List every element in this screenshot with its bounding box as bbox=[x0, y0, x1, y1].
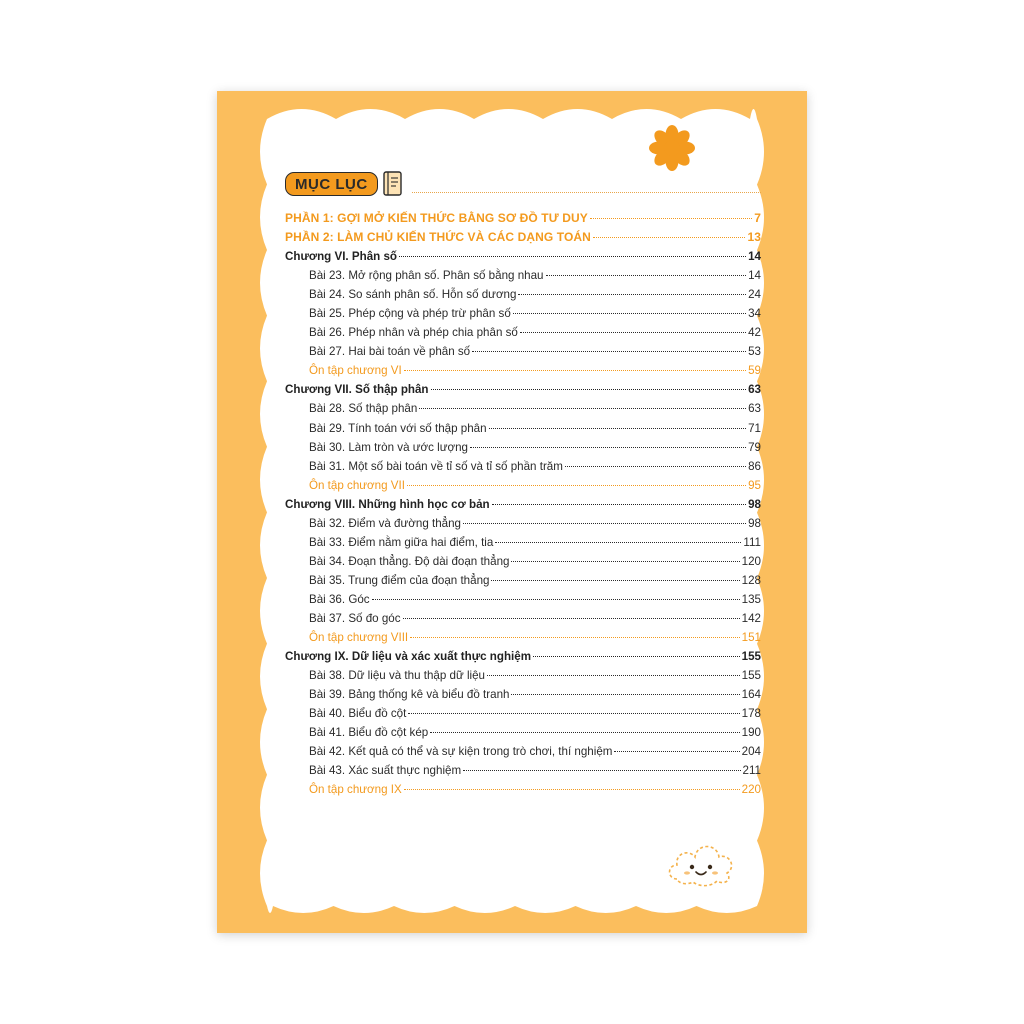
entry-title: Bài 28. Số thập phân bbox=[309, 402, 418, 416]
entry-title: Chương VII. Số thập phân bbox=[285, 383, 429, 397]
dot-leader bbox=[518, 294, 746, 295]
entry-page: 59 bbox=[748, 364, 761, 378]
entry-title: Bài 38. Dữ liệu và thu thập dữ liệu bbox=[309, 669, 486, 683]
lesson-entry[interactable] bbox=[285, 533, 761, 552]
dot-leader bbox=[546, 275, 747, 276]
dot-leader bbox=[404, 370, 746, 371]
entry-title: PHẦN 1: GỢI MỞ KIẾN THỨC BẰNG SƠ ĐỒ TƯ DUY bbox=[285, 211, 588, 225]
entry-title: Bài 32. Điểm và đường thẳng bbox=[309, 516, 461, 530]
entry-title: Bài 35. Trung điểm của đoạn thẳng bbox=[309, 573, 490, 587]
book-icon bbox=[380, 169, 406, 199]
entry-title: Bài 27. Hai bài toán về phân số bbox=[309, 345, 471, 359]
toc-title: MỤC LỤC bbox=[285, 172, 378, 196]
review-entry[interactable] bbox=[285, 780, 761, 799]
entry-page: 53 bbox=[748, 345, 761, 359]
dot-leader bbox=[431, 389, 747, 390]
entry-page: 34 bbox=[748, 307, 761, 321]
entry-title: Ôn tập chương VI bbox=[309, 364, 402, 378]
toc-list bbox=[285, 209, 761, 799]
entry-page: 86 bbox=[748, 459, 761, 473]
entry-page: 7 bbox=[754, 211, 761, 225]
toc-header bbox=[285, 167, 761, 201]
lesson-entry[interactable] bbox=[285, 438, 761, 457]
entry-page: 79 bbox=[748, 440, 761, 454]
dot-leader bbox=[419, 408, 746, 409]
lesson-entry[interactable] bbox=[285, 666, 761, 685]
entry-title: Ôn tập chương VIII bbox=[309, 631, 409, 645]
review-entry[interactable] bbox=[285, 628, 761, 647]
lesson-entry[interactable] bbox=[285, 514, 761, 533]
entry-page: 42 bbox=[748, 326, 761, 340]
dot-leader bbox=[463, 523, 746, 524]
entry-title: Bài 36. Góc bbox=[309, 592, 370, 606]
entry-page: 98 bbox=[748, 516, 761, 530]
dot-leader bbox=[565, 466, 746, 467]
flower-icon bbox=[647, 123, 697, 173]
entry-title: Chương VI. Phân số bbox=[285, 250, 397, 264]
book-page bbox=[217, 91, 807, 933]
entry-page: 63 bbox=[748, 402, 761, 416]
lesson-entry[interactable] bbox=[285, 761, 761, 780]
lesson-entry[interactable] bbox=[285, 266, 761, 285]
dot-leader bbox=[492, 504, 746, 505]
entry-title: PHẦN 2: LÀM CHỦ KIẾN THỨC VÀ CÁC DẠNG TOÁN bbox=[285, 230, 591, 245]
entry-page: 71 bbox=[748, 421, 761, 435]
dot-leader bbox=[513, 313, 746, 314]
entry-page: 151 bbox=[741, 631, 761, 645]
entry-title: Bài 23. Mở rộng phân số. Phân số bằng nhau bbox=[309, 269, 544, 283]
dot-leader bbox=[489, 428, 747, 429]
entry-title: Bài 42. Kết quả có thể và sự kiện trong trò chơi, thí nghiệm bbox=[309, 745, 613, 759]
dot-leader bbox=[407, 485, 746, 486]
review-entry[interactable] bbox=[285, 476, 761, 495]
entry-page: 178 bbox=[741, 707, 761, 721]
entry-page: 142 bbox=[741, 611, 761, 625]
entry-title: Bài 41. Biểu đồ cột kép bbox=[309, 726, 429, 740]
dot-leader bbox=[372, 599, 740, 600]
entry-page: 14 bbox=[748, 269, 761, 283]
entry-title: Ôn tập chương VII bbox=[309, 478, 405, 492]
dot-leader bbox=[470, 447, 746, 448]
chapter-entry[interactable] bbox=[285, 380, 761, 399]
dot-leader bbox=[590, 218, 752, 219]
entry-title: Bài 26. Phép nhân và phép chia phân số bbox=[309, 326, 518, 340]
chapter-entry[interactable] bbox=[285, 647, 761, 666]
lesson-entry[interactable] bbox=[285, 285, 761, 304]
lesson-entry[interactable] bbox=[285, 704, 761, 723]
entry-page: 120 bbox=[741, 554, 761, 568]
entry-page: 14 bbox=[748, 250, 761, 264]
entry-page: 95 bbox=[748, 478, 761, 492]
lesson-entry[interactable] bbox=[285, 609, 761, 628]
entry-page: 24 bbox=[748, 288, 761, 302]
lesson-entry[interactable] bbox=[285, 304, 761, 323]
header-dotted-rule bbox=[412, 192, 761, 193]
dot-leader bbox=[487, 675, 740, 676]
lesson-entry[interactable] bbox=[285, 571, 761, 590]
chapter-entry[interactable] bbox=[285, 247, 761, 266]
entry-page: 63 bbox=[748, 383, 761, 397]
lesson-entry[interactable] bbox=[285, 685, 761, 704]
entry-title: Bài 43. Xác suất thực nghiệm bbox=[309, 764, 462, 778]
dot-leader bbox=[495, 542, 741, 543]
part-entry[interactable] bbox=[285, 209, 761, 228]
lesson-entry[interactable] bbox=[285, 590, 761, 609]
entry-title: Bài 39. Bảng thống kê và biểu đồ tranh bbox=[309, 688, 510, 702]
entry-title: Bài 24. So sánh phân số. Hỗn số dương bbox=[309, 288, 517, 302]
entry-page: 111 bbox=[743, 535, 761, 549]
entry-page: 128 bbox=[741, 573, 761, 587]
smiling-cloud-icon bbox=[665, 837, 737, 887]
entry-page: 155 bbox=[741, 650, 761, 664]
dot-leader bbox=[511, 561, 739, 562]
review-entry[interactable] bbox=[285, 361, 761, 380]
lesson-entry[interactable] bbox=[285, 323, 761, 342]
lesson-entry[interactable] bbox=[285, 723, 761, 742]
entry-title: Bài 31. Một số bài toán về tỉ số và tỉ số phần trăm bbox=[309, 459, 563, 473]
entry-page: 13 bbox=[747, 230, 761, 245]
dot-leader bbox=[410, 637, 740, 638]
dot-leader bbox=[404, 789, 740, 790]
lesson-entry[interactable] bbox=[285, 742, 761, 761]
dot-leader bbox=[408, 713, 739, 714]
entry-page: 155 bbox=[741, 669, 761, 683]
entry-title: Bài 25. Phép cộng và phép trừ phân số bbox=[309, 307, 511, 321]
entry-page: 211 bbox=[742, 764, 761, 778]
dot-leader bbox=[463, 770, 740, 771]
dot-leader bbox=[533, 656, 740, 657]
entry-page: 135 bbox=[741, 592, 761, 606]
dot-leader bbox=[403, 618, 740, 619]
dot-leader bbox=[399, 256, 746, 257]
entry-page: 190 bbox=[741, 726, 761, 740]
entry-title: Bài 34. Đoạn thẳng. Độ dài đoạn thẳng bbox=[309, 554, 510, 568]
entry-title: Bài 37. Số đo góc bbox=[309, 611, 401, 625]
table-of-contents bbox=[285, 167, 761, 799]
entry-title: Bài 40. Biểu đồ cột bbox=[309, 707, 407, 721]
chapter-entry[interactable] bbox=[285, 495, 761, 514]
dot-leader bbox=[614, 751, 739, 752]
entry-title: Chương IX. Dữ liệu và xác xuất thực nghiệm bbox=[285, 650, 532, 664]
dot-leader bbox=[593, 237, 746, 238]
entry-page: 220 bbox=[741, 783, 761, 797]
lesson-entry[interactable] bbox=[285, 399, 761, 418]
part-entry[interactable] bbox=[285, 228, 761, 247]
entry-page: 98 bbox=[748, 497, 761, 511]
entry-title: Bài 30. Làm tròn và ước lượng bbox=[309, 440, 468, 454]
lesson-entry[interactable] bbox=[285, 342, 761, 361]
entry-title: Ôn tập chương IX bbox=[309, 783, 402, 797]
dot-leader bbox=[511, 694, 739, 695]
dot-leader bbox=[520, 332, 746, 333]
lesson-entry[interactable] bbox=[285, 552, 761, 571]
entry-title: Bài 29. Tính toán với số thập phân bbox=[309, 421, 487, 435]
dot-leader bbox=[472, 351, 746, 352]
entry-page: 164 bbox=[741, 688, 761, 702]
entry-page: 204 bbox=[741, 745, 761, 759]
dot-leader bbox=[430, 732, 739, 733]
entry-title: Chương VIII. Những hình học cơ bản bbox=[285, 497, 490, 511]
dot-leader bbox=[491, 580, 739, 581]
lesson-entry[interactable] bbox=[285, 457, 761, 476]
entry-title: Bài 33. Điểm nằm giữa hai điểm, tia bbox=[309, 535, 494, 549]
lesson-entry[interactable] bbox=[285, 419, 761, 438]
